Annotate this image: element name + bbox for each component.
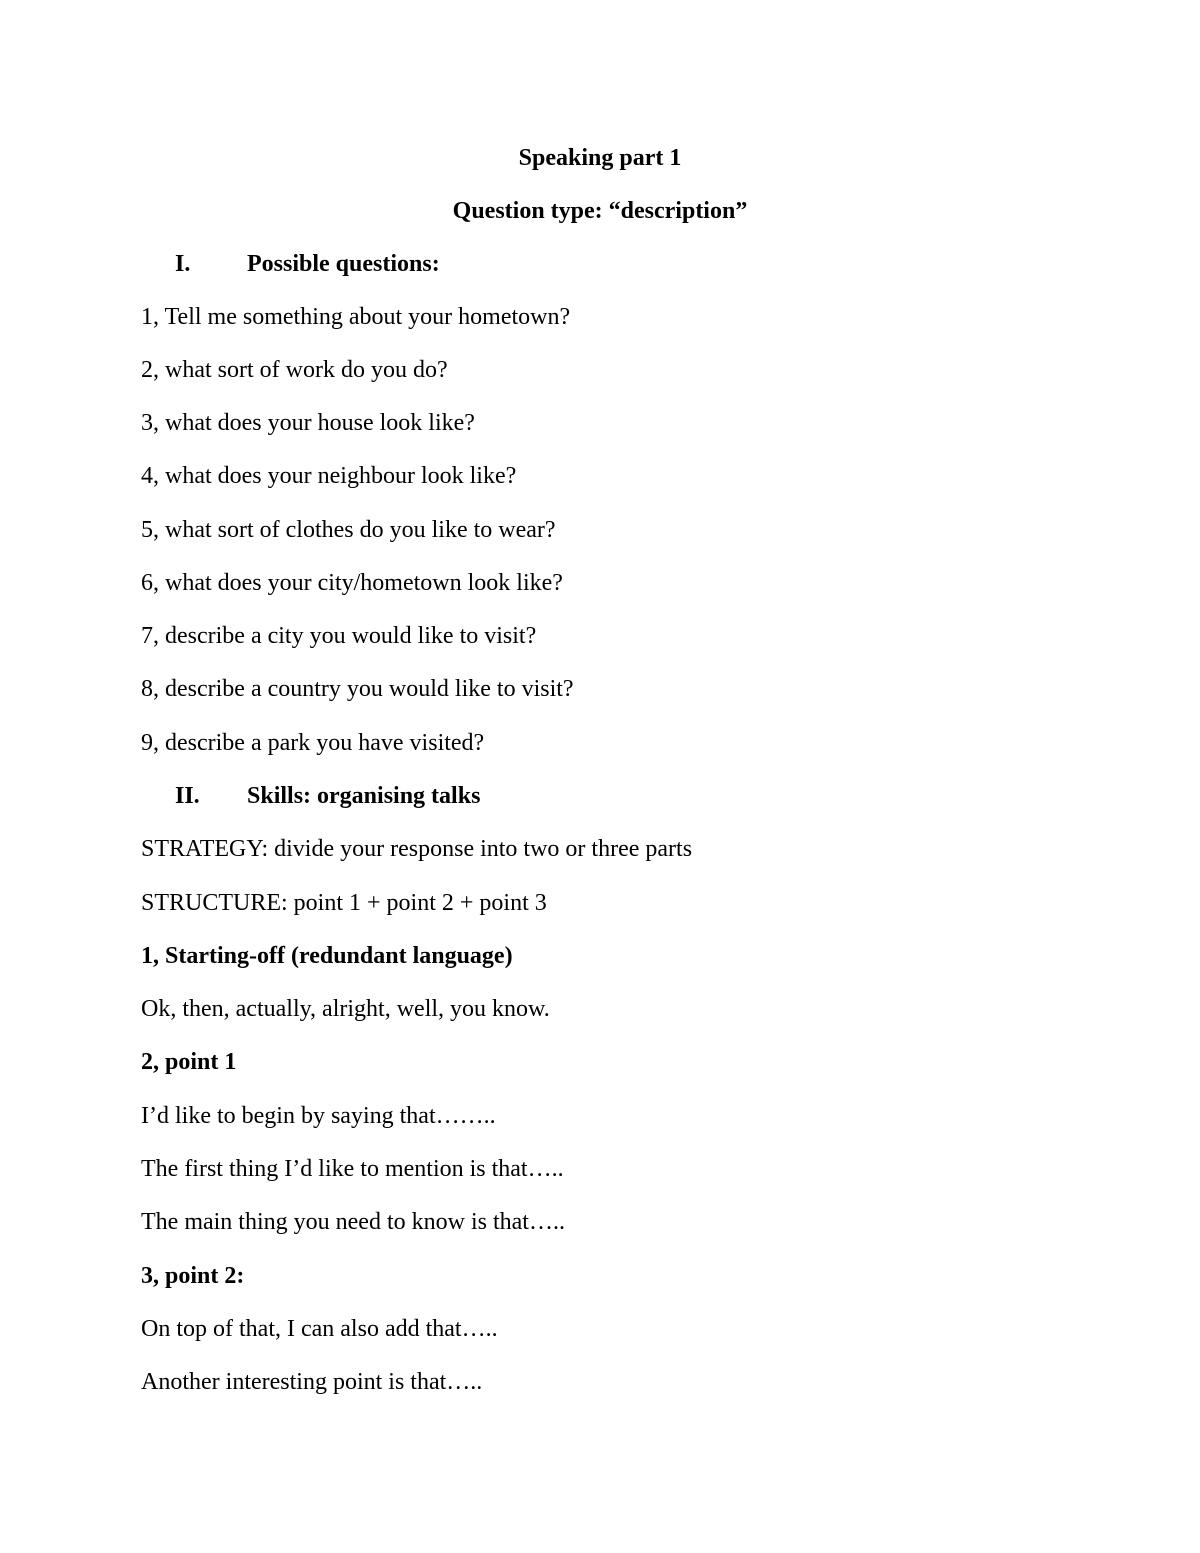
phrase-item: Another interesting point is that….. (141, 1369, 483, 1395)
starting-off-text: Ok, then, actually, alright, well, you know. (141, 996, 550, 1022)
starting-off-heading: 1, Starting-off (redundant language) (141, 943, 513, 969)
point-2-heading: 3, point 2: (141, 1263, 245, 1289)
question-item: 5, what sort of clothes do you like to wear? (141, 517, 556, 543)
question-item: 9, describe a park you have visited? (141, 730, 485, 756)
strategy-line: STRATEGY: divide your response into two or three parts (141, 836, 693, 862)
structure-line: STRUCTURE: point 1 + point 2 + point 3 (141, 890, 547, 916)
question-item: 3, what does your house look like? (141, 410, 475, 436)
section-2-numeral: II. (175, 783, 200, 809)
section-1-title: Possible questions: (247, 251, 440, 277)
question-item: 1, Tell me something about your hometown? (141, 304, 571, 330)
phrase-item: On top of that, I can also add that….. (141, 1316, 498, 1342)
phrase-item: The first thing I’d like to mention is that….. (141, 1156, 564, 1182)
question-item: 8, describe a country you would like to visit? (141, 676, 574, 702)
page-title: Speaking part 1 (518, 145, 682, 171)
phrase-item: The main thing you need to know is that….. (141, 1209, 565, 1235)
point-1-heading: 2, point 1 (141, 1049, 237, 1075)
question-item: 7, describe a city you would like to visit? (141, 623, 537, 649)
question-item: 6, what does your city/hometown look like? (141, 570, 563, 596)
phrase-item: I’d like to begin by saying that…….. (141, 1103, 496, 1129)
question-item: 2, what sort of work do you do? (141, 357, 448, 383)
section-1-numeral: I. (175, 251, 191, 277)
section-2-title: Skills: organising talks (247, 783, 481, 809)
page-subtitle: Question type: “description” (452, 198, 748, 224)
question-item: 4, what does your neighbour look like? (141, 463, 517, 489)
